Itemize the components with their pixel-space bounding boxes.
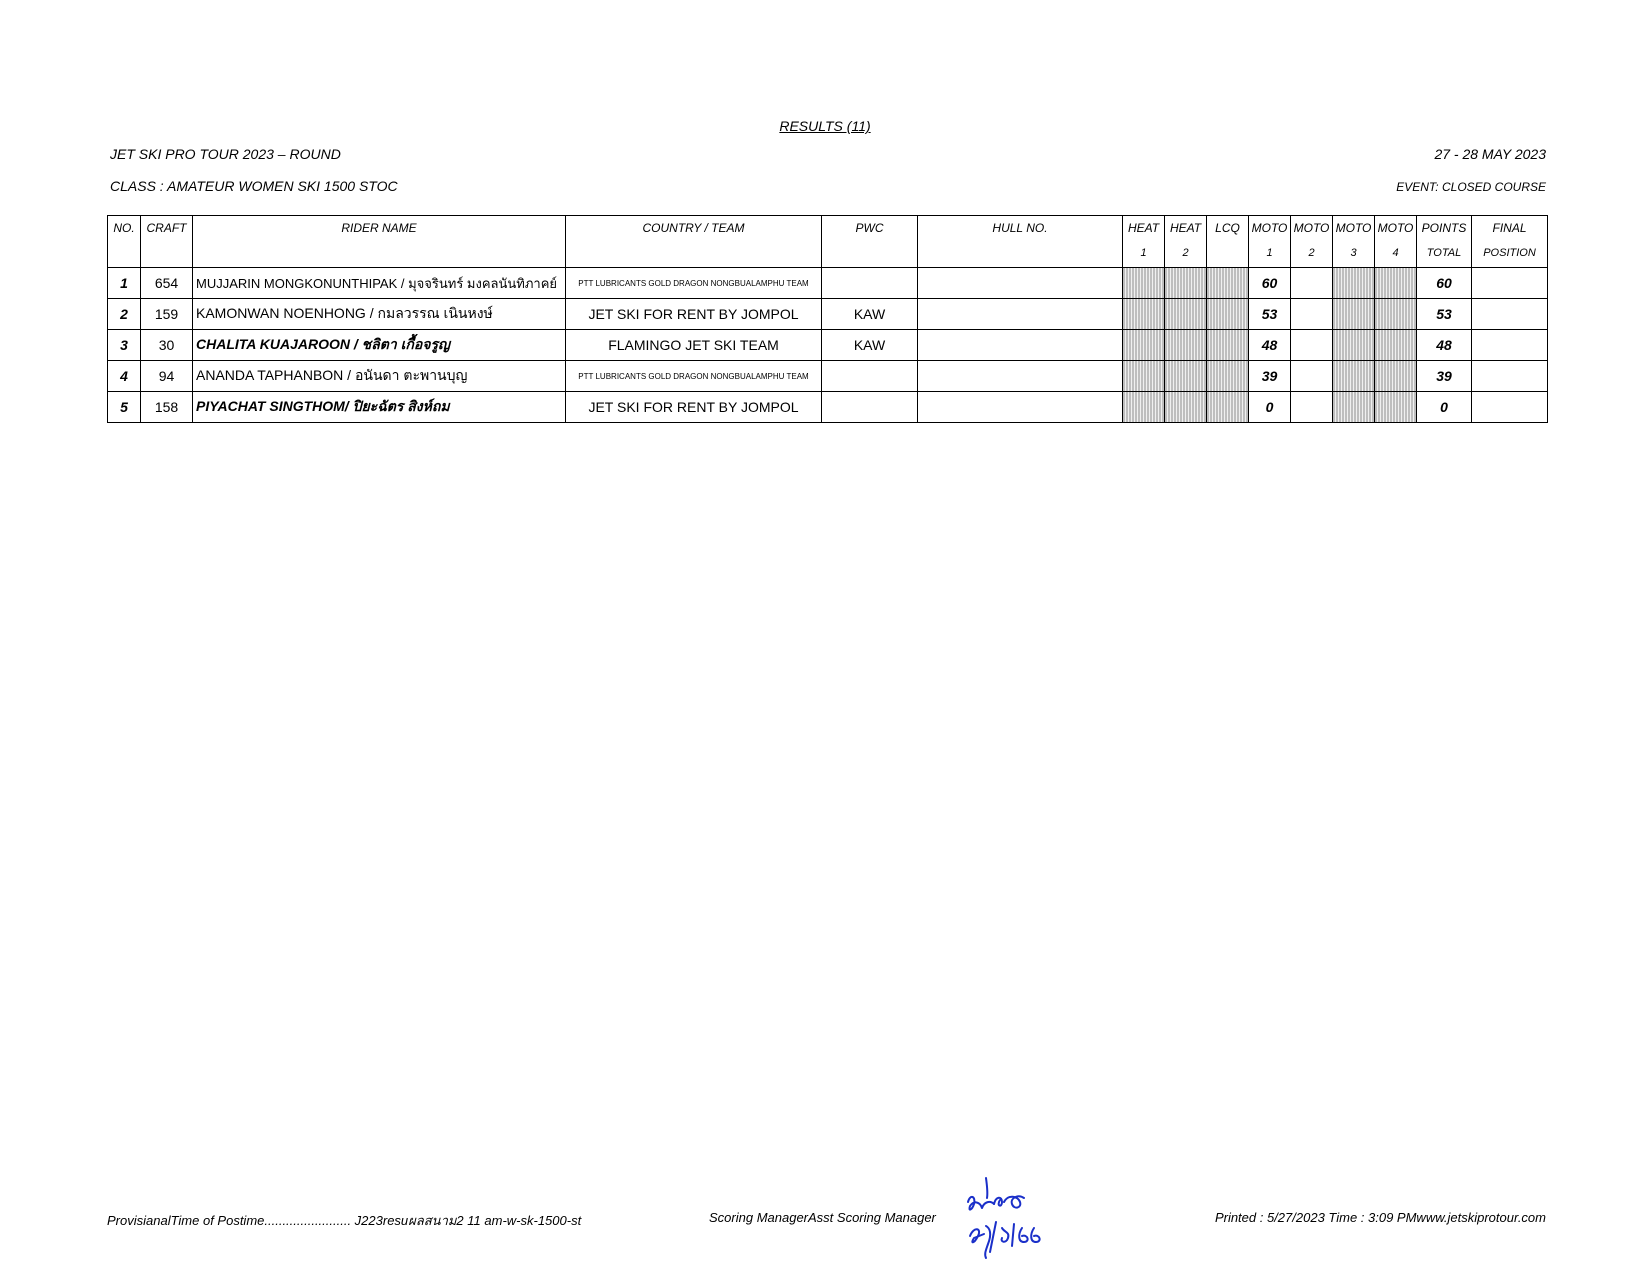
column-header: COUNTRY / TEAM <box>566 216 822 268</box>
cell-craft: 654 <box>141 268 193 299</box>
column-header: HEAT 2 <box>1165 216 1207 268</box>
cell-pwc: KAW <box>822 330 918 361</box>
cell-final <box>1472 392 1548 423</box>
cell-hull <box>918 392 1123 423</box>
cell-no: 4 <box>108 361 141 392</box>
cell-moto3 <box>1333 330 1375 361</box>
cell-moto1: 0 <box>1249 392 1291 423</box>
cell-pwc: KAW <box>822 299 918 330</box>
cell-final <box>1472 299 1548 330</box>
column-header: MOTO 2 <box>1291 216 1333 268</box>
cell-heat1 <box>1123 330 1165 361</box>
cell-heat1 <box>1123 268 1165 299</box>
column-header: LCQ <box>1207 216 1249 268</box>
cell-pwc <box>822 268 918 299</box>
cell-moto1: 53 <box>1249 299 1291 330</box>
cell-moto2 <box>1291 268 1333 299</box>
table-header-row <box>108 216 1548 268</box>
cell-rider: CHALITA KUAJAROON / ชลิตา เกื้อจรูญ <box>193 330 566 361</box>
cell-no: 1 <box>108 268 141 299</box>
table-row <box>108 268 1548 299</box>
cell-final <box>1472 330 1548 361</box>
cell-moto4 <box>1375 268 1417 299</box>
cell-heat2 <box>1165 361 1207 392</box>
cell-team: PTT LUBRICANTS GOLD DRAGON NONGBUALAMPHU TEAM <box>566 361 822 392</box>
cell-moto3 <box>1333 268 1375 299</box>
cell-pwc <box>822 392 918 423</box>
cell-moto4 <box>1375 361 1417 392</box>
cell-lcq <box>1207 268 1249 299</box>
cell-heat1 <box>1123 361 1165 392</box>
cell-no: 3 <box>108 330 141 361</box>
cell-team: JET SKI FOR RENT BY JOMPOL <box>566 299 822 330</box>
column-header: FINAL POSITION <box>1472 216 1548 268</box>
cell-moto1: 60 <box>1249 268 1291 299</box>
column-header: MOTO 1 <box>1249 216 1291 268</box>
table-row <box>108 361 1548 392</box>
cell-rider: ANANDA TAPHANBON / อนันดา ตะพานบุญ <box>193 361 566 392</box>
table-row <box>108 392 1548 423</box>
footer-scoring-manager: Scoring ManagerAsst Scoring Manager <box>709 1210 936 1225</box>
cell-total: 39 <box>1417 361 1472 392</box>
column-header: HULL NO. <box>918 216 1123 268</box>
cell-moto2 <box>1291 361 1333 392</box>
footer-printed: Printed : 5/27/2023 Time : 3:09 PMwww.jetskiprotour.com <box>1214 1210 1546 1225</box>
cell-lcq <box>1207 392 1249 423</box>
cell-craft: 94 <box>141 361 193 392</box>
cell-moto2 <box>1291 392 1333 423</box>
cell-final <box>1472 361 1548 392</box>
column-header: MOTO 4 <box>1375 216 1417 268</box>
column-header: HEAT 1 <box>1123 216 1165 268</box>
column-header: POINTS TOTAL <box>1417 216 1472 268</box>
cell-hull <box>918 330 1123 361</box>
table-row <box>108 299 1548 330</box>
cell-craft: 158 <box>141 392 193 423</box>
cell-moto3 <box>1333 392 1375 423</box>
cell-rider: KAMONWAN NOENHONG / กมลวรรณ เนินหงษ์ <box>193 299 566 330</box>
cell-hull <box>918 361 1123 392</box>
cell-moto2 <box>1291 299 1333 330</box>
cell-hull <box>918 268 1123 299</box>
cell-pwc <box>822 361 918 392</box>
footer-provisional: ProvisianalTime of Postime........................ J223resuผลสนาม2 11 am-w-sk-1500-st <box>107 1213 582 1228</box>
column-header: CRAFT <box>141 216 193 268</box>
cell-total: 48 <box>1417 330 1472 361</box>
cell-moto4 <box>1375 392 1417 423</box>
cell-final <box>1472 268 1548 299</box>
table-row <box>108 330 1548 361</box>
event-date: 27 - 28 MAY 2023 <box>1434 146 1546 162</box>
cell-moto3 <box>1333 361 1375 392</box>
cell-team: JET SKI FOR RENT BY JOMPOL <box>566 392 822 423</box>
event-name: JET SKI PRO TOUR 2023 – ROUND <box>110 146 341 162</box>
cell-moto1: 39 <box>1249 361 1291 392</box>
cell-heat2 <box>1165 268 1207 299</box>
cell-total: 53 <box>1417 299 1472 330</box>
event-type: EVENT: CLOSED COURSE <box>1396 180 1546 194</box>
cell-lcq <box>1207 299 1249 330</box>
results-table <box>107 215 1548 423</box>
cell-craft: 30 <box>141 330 193 361</box>
cell-no: 2 <box>108 299 141 330</box>
cell-moto4 <box>1375 299 1417 330</box>
cell-rider: PIYACHAT SINGTHOM/ ปิยะฉัตร สิงห์ถม <box>193 392 566 423</box>
cell-team: PTT LUBRICANTS GOLD DRAGON NONGBUALAMPHU TEAM <box>566 268 822 299</box>
page-title: RESULTS (11) <box>779 118 871 134</box>
cell-heat2 <box>1165 299 1207 330</box>
cell-lcq <box>1207 361 1249 392</box>
cell-total: 60 <box>1417 268 1472 299</box>
column-header: PWC <box>822 216 918 268</box>
cell-heat2 <box>1165 330 1207 361</box>
cell-moto4 <box>1375 330 1417 361</box>
handwritten-signature <box>960 1172 1050 1262</box>
cell-heat1 <box>1123 392 1165 423</box>
cell-moto2 <box>1291 330 1333 361</box>
cell-lcq <box>1207 330 1249 361</box>
cell-heat1 <box>1123 299 1165 330</box>
cell-hull <box>918 299 1123 330</box>
column-header: MOTO 3 <box>1333 216 1375 268</box>
cell-heat2 <box>1165 392 1207 423</box>
cell-rider: MUJJARIN MONGKONUNTHIPAK / มุจจรินทร์ มงคลนันทิภาคย์ <box>193 268 566 299</box>
cell-moto1: 48 <box>1249 330 1291 361</box>
column-header: NO. <box>108 216 141 268</box>
class-label: CLASS : AMATEUR WOMEN SKI 1500 STOC <box>110 178 398 194</box>
cell-no: 5 <box>108 392 141 423</box>
cell-craft: 159 <box>141 299 193 330</box>
cell-team: FLAMINGO JET SKI TEAM <box>566 330 822 361</box>
column-header: RIDER NAME <box>193 216 566 268</box>
cell-moto3 <box>1333 299 1375 330</box>
cell-total: 0 <box>1417 392 1472 423</box>
